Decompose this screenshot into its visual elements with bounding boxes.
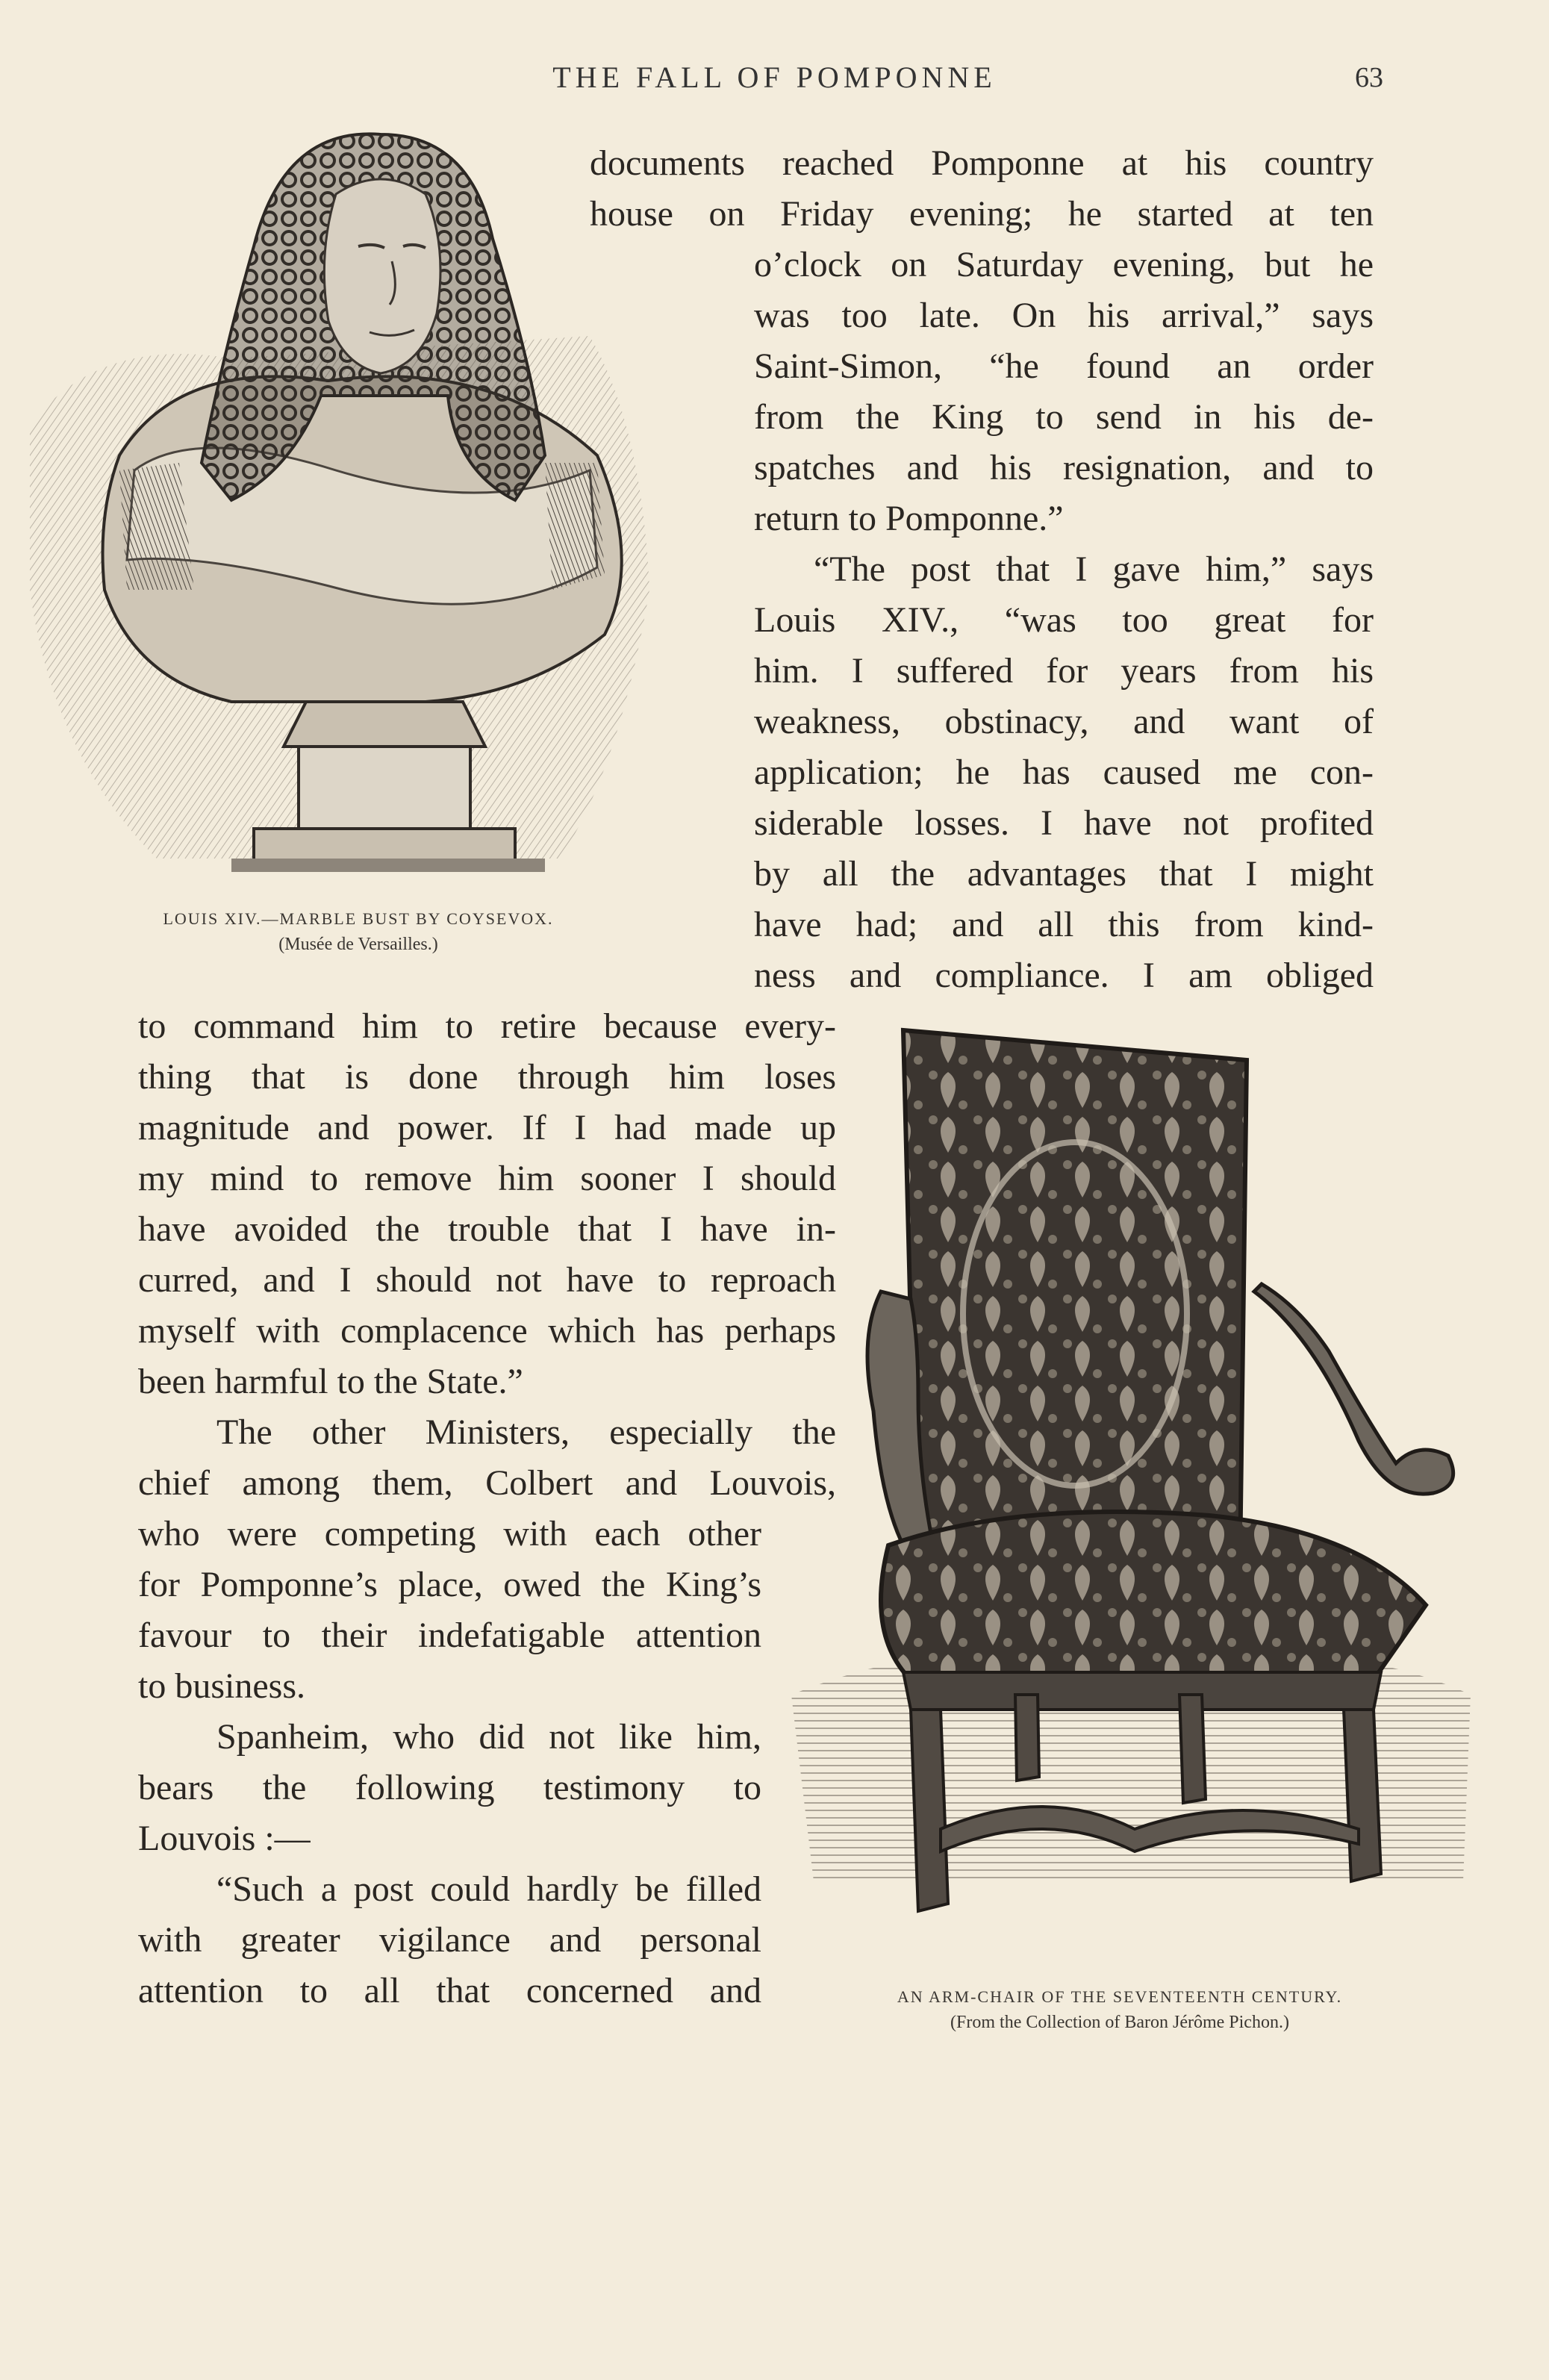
text-line: have had; and all this from kind- — [754, 905, 1374, 944]
text-line: to business. — [138, 1666, 306, 1706]
page-number: 63 — [1355, 62, 1383, 93]
running-title: THE FALL OF POMPONNE — [552, 60, 997, 94]
text-line: been harmful to the State.” — [138, 1362, 523, 1401]
text-line: Saint-Simon, “he found an order — [754, 346, 1374, 386]
text-line: favour to their indefatigable attention — [138, 1616, 761, 1655]
text-line: bears the following testimony to — [138, 1768, 761, 1807]
armchair-illustration — [791, 1023, 1478, 1956]
text-line: my mind to remove him sooner I should — [138, 1159, 836, 1198]
text-line: ness and compliance. I am obliged — [754, 956, 1374, 995]
text-line: by all the advantages that I might — [754, 854, 1374, 894]
text-line: to command him to retire because every- — [138, 1006, 836, 1046]
text-line: for Pomponne’s place, owed the King’s — [138, 1565, 761, 1604]
text-line: The other Ministers, especially the — [216, 1412, 836, 1452]
text-line: him. I suffered for years from his — [754, 651, 1374, 691]
text-line: with greater vigilance and personal — [138, 1920, 761, 1960]
bust-caption-title: LOUIS XIV.—MARBLE BUST BY COYSEVOX. — [163, 909, 554, 928]
text-line: o’clock on Saturday evening, but he — [754, 245, 1374, 284]
armchair-caption-source: (From the Collection of Baron Jérôme Pichon.) — [950, 2013, 1289, 2032]
text-line: application; he has caused me con- — [754, 753, 1374, 792]
bust-illustration — [7, 112, 657, 873]
armchair-caption-title: AN ARM-CHAIR OF THE SEVENTEENTH CENTURY. — [897, 1987, 1343, 2006]
bust-engraving-icon — [7, 112, 657, 873]
text-line: documents reached Pomponne at his country — [590, 143, 1374, 183]
text-line: Spanheim, who did not like him, — [216, 1717, 761, 1757]
text-line: weakness, obstinacy, and want of — [754, 702, 1374, 741]
armchair-engraving-icon — [791, 1023, 1478, 1956]
text-line: was too late. On his arrival,” says — [754, 296, 1374, 335]
text-line: who were competing with each other — [138, 1514, 761, 1554]
text-line: Louvois :— — [138, 1819, 311, 1858]
text-line: house on Friday evening; he started at ten — [590, 194, 1374, 234]
text-line: from the King to send in his de- — [754, 397, 1374, 437]
text-line: “The post that I gave him,” says — [814, 549, 1374, 589]
bust-caption — [127, 909, 590, 955]
text-line: myself with complacence which has perhaps — [138, 1311, 836, 1351]
text-line: spatches and his resignation, and to — [754, 448, 1374, 487]
text-line: “Such a post could hardly be filled — [216, 1869, 761, 1909]
text-line: attention to all that concerned and — [138, 1971, 761, 2010]
text-line: have avoided the trouble that I have in- — [138, 1209, 836, 1249]
text-line: chief among them, Colbert and Louvois, — [138, 1463, 836, 1503]
bust-caption-source: (Musée de Versailles.) — [278, 935, 438, 954]
text-line: thing that is done through him loses — [138, 1057, 836, 1097]
text-line: magnitude and power. If I had made up — [138, 1108, 836, 1147]
armchair-caption — [829, 1987, 1411, 2033]
text-line: Louis XIV., “was too great for — [754, 600, 1374, 640]
text-line: curred, and I should not have to reproach — [138, 1260, 836, 1300]
text-line: siderable losses. I have not profited — [754, 803, 1374, 843]
text-line: return to Pomponne.” — [754, 499, 1064, 538]
